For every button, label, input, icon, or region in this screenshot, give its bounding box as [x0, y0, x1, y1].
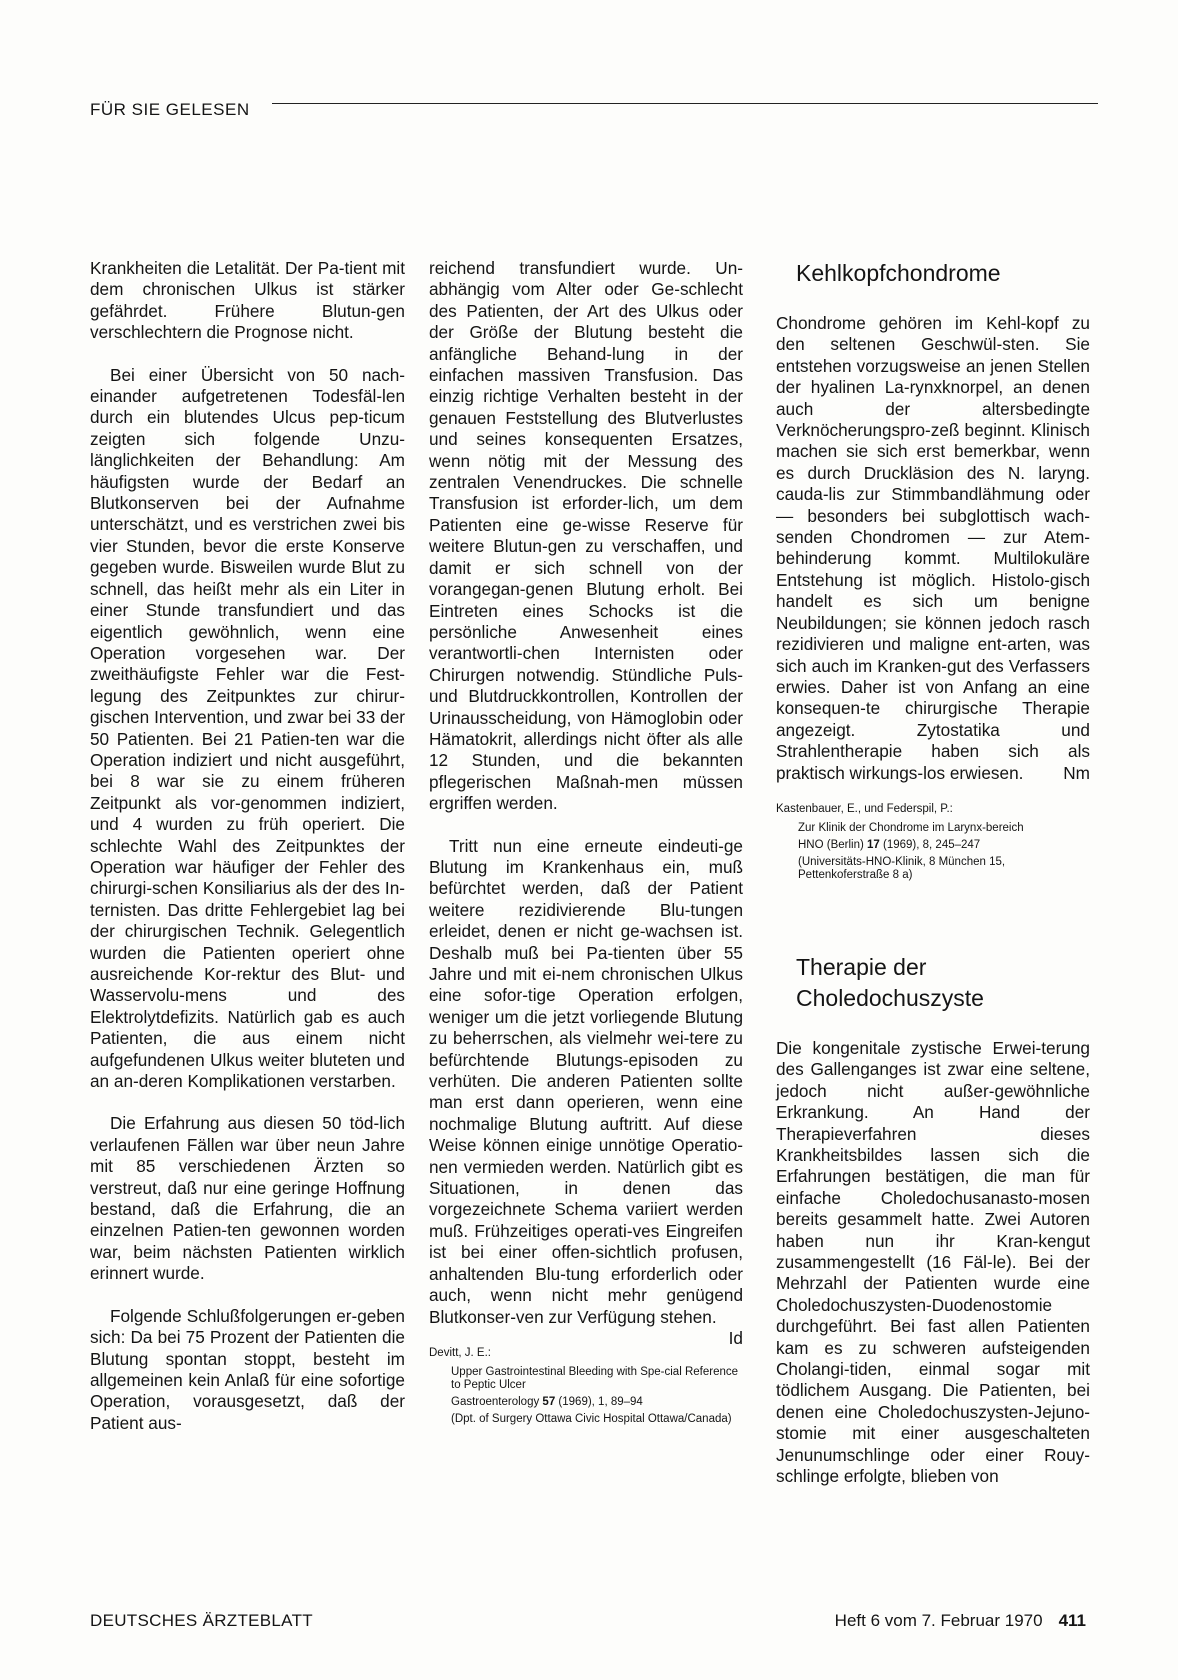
- paragraph: [776, 313, 1090, 784]
- paragraph: Folgende Schlußfolgerungen er-geben sich: Da bei 75 Prozent der Patienten die Blutung spontan stoppt, besteht im allgemeinen kein Anlaß für eine sofortige Operation, vorausgesetzt, daß der Patient aus-: [90, 1305, 405, 1433]
- paragraph-text: Tritt nun eine erneute eindeuti-ge Blutung im Krankenhaus ein, muß befürchtet werden, daß der Patient weitere rezidivierende Blu-tungen erleidet, denen er nicht ge-wachsen ist. Deshalb muß bei Pa-tienten über 55 Jahre und mit ei-nem chronischen Ulkus eine sofor-tige Operation erfolgen, weniger um die jetzt vorliegende Blutung zu beherrschen, als vielmehr wei-tere zu befürchtende Blutungs-episoden zu verhüten. Die anderen Patienten sollte man erst dann operieren, wenn eine nochmalige Blutung auftritt. Auf diese Weise können einige unnötige Operatio-nen vermieden werden. Natürlich gibt es Situationen, in denen das vorgezeichnete Schema variiert werden muß. Frühzeitiges operati-ves Eingreifen ist bei einer offen-sichtlich profusen, anhaltenden Blu-tung erforderlich oder auch, wenn nicht mehr genügend Blutkonser-ven zur Verfügung stehen.: [429, 835, 743, 1327]
- reference-address: (Universitäts-HNO-Klinik, 8 München 15, Pettenkoferstraße 8 a): [798, 855, 1006, 881]
- footer-journal: DEUTSCHES ÄRZTEBLATT: [90, 1611, 313, 1630]
- reference-journal-name: Gastroenterology: [451, 1395, 540, 1408]
- section-label: FÜR SIE GELESEN: [90, 100, 250, 119]
- column-2: [429, 258, 743, 1430]
- reference: [776, 803, 1090, 882]
- paragraph: reichend transfundiert wurde. Un-abhängig vom Alter oder Ge-schlecht des Patienten, der Art des Ulkus oder der Größe der Blutung besteht die anfängliche Behand-lung in der einfachen massiven Transfusion. Das einzig richtige Verhalten besteht in der genauen Feststellung des Blutverlustes und seines konsequenten Ersatzes, wenn nötig mit der Messung des zentralen Venendruckes. Die schnelle Transfusion ist erforder-lich, um dem Patienten eine ge-wisse Reserve für weitere Blutun-gen zu verschaffen, und damit er sich schnell von der vorangegan-genen Blutung erholt. Bei Eintreten eines Schocks ist die persönliche Anwesenheit eines verantwortli-chen Internisten oder Chirurgen notwendig. Stündliche Puls- und Blutdruckkontrollen, Kontrollen der Urinausscheidung, von Hämoglobin oder Hämatokrit, allerdings nicht öfter als alle 12 Stunden, und die bekannten pflegerischen Maßnah-men müssen ergriffen werden.: [429, 258, 743, 814]
- author-signature: Nm: [1063, 762, 1090, 783]
- reference-volume: 17: [867, 838, 880, 851]
- reference-journal: [776, 839, 1090, 852]
- reference-journal: [429, 1396, 743, 1409]
- author-signature: Id: [728, 1327, 743, 1348]
- header-rule: [272, 103, 1098, 104]
- reference-journal-name: HNO (Berlin): [798, 838, 864, 851]
- reference-author: Devitt, J. E.:: [429, 1346, 491, 1359]
- reference-pages: (1969), 8, 245–247: [883, 838, 981, 851]
- column-1: [90, 258, 405, 1455]
- paragraph: Krankheiten die Letalität. Der Pa-tient mit dem chronischen Ulkus ist stärker gefährdet. Frühere Blutun-gen verschlechtern die Prognose nicht.: [90, 258, 405, 343]
- reference-title: Zur Klinik der Chondrome im Larynx-bereich: [798, 821, 1024, 834]
- reference-pages: (1969), 1, 89–94: [558, 1395, 643, 1408]
- reference-volume: 57: [542, 1395, 556, 1408]
- column-3: [776, 258, 1090, 1508]
- reference: [429, 1347, 743, 1426]
- paragraph-text: Chondrome gehören im Kehl-kopf zu den seltenen Geschwül-sten. Sie entstehen vorzugsweise an jenen Stellen der hyalinen La-rynxknorpel, an denen auch der altersbedingte Verknöcherungspro-zeß beginnt. Klinisch machen sie sich erst bemerkbar, wenn es durch Druckläsion des N. laryng. cauda-lis zur Stimmbandlähmung oder — besonders bei subglottisch wach-senden Chondromen — zur Atem-behinderung kommt. Multilokuläre Entstehung ist möglich. Histolo-gisch handelt es sich um benigne Neubildungen; sie können jedoch rasch rezidivieren und maligne ent-arten, was sich auch im Kranken-gut des Verfassers erwies. Daher ist von Anfang an eine konsequen-te chirurgische Therapie angezeigt. Zytostatika und Strahlentherapie haben sich als praktisch wirkungs-los erwiesen.: [776, 313, 1090, 783]
- footer-issue-text: Heft 6 vom 7. Februar 1970: [834, 1611, 1043, 1630]
- paragraph: [429, 835, 743, 1348]
- page-number: 411: [1058, 1611, 1086, 1630]
- paragraph: Die Erfahrung aus diesen 50 töd-lich verlaufenen Fällen war über neun Jahre mit 85 verschiedenen Ärzten so verstreut, daß nur eine geringe Hoffnung bestand, daß die Erfahrung, die an einzelnen Patien-ten gewonnen worden war, beim nächsten Patienten wirklich erinnert wurde.: [90, 1113, 405, 1284]
- reference-title: Upper Gastrointestinal Bleeding with Spe-cial Reference to Peptic Ulcer: [451, 1365, 739, 1391]
- article-gap: [776, 886, 1090, 952]
- article-title: [776, 952, 1090, 1014]
- article-title-line-2: Choledochuszyste: [796, 984, 984, 1011]
- article-title: Kehlkopfchondrome: [796, 260, 1001, 286]
- footer-issue: [835, 1611, 1086, 1631]
- reference-author: Kastenbauer, E., und Federspil, P.:: [776, 802, 953, 815]
- reference-address: (Dpt. of Surgery Ottawa Civic Hospital Ottawa/Canada): [451, 1412, 732, 1425]
- paragraph: Die kongenitale zystische Erwei-terung des Gallenganges ist zwar eine seltene, jedoch nicht außer-gewöhnliche Erkrankung. An Hand der Therapieverfahren dieses Krankheitsbildes lassen sich die Erfahrungen bestätigen, die man für einfache Choledochusanasto-mosen bereits gesammelt hatte. Zwei Autoren haben nun ihr Kran-kengut zusammengestellt (16 Fäl-le). Bei der Mehrzahl der Patienten wurde eine Choledochuszysten-Duodenostomie durchgeführt. Bei fast allen Patienten kam es zu schweren aufsteigenden Cholangi-tiden, einmal sogar mit tödlichem Ausgang. Die Patienten, bei denen eine Choledochuszysten-Jejuno-stomie mit einer ausgeschalteten Jenunumschlinge oder einer Rouy-schlinge erfolgte, blieben von: [776, 1037, 1090, 1487]
- article-title-line-1: Therapie der: [796, 953, 927, 980]
- paragraph: Bei einer Übersicht von 50 nach-einander aufgetretenen Todesfäl-len durch ein blutendes Ulcus pep-ticum zeigten sich folgende Unzu-länglichkeiten der Behandlung: Am häufigsten wurde der Bedarf an Blutkonserven bei der Aufnahme unterschätzt, und es verstrichen zwei bis vier Stunden, bevor die erste Konserve gegeben wurde. Bisweilen wurde Blut zu schnell, das heißt mehr als ein Liter in einer Stunde transfundiert und das eigentlich gewöhnlich, wenn eine Operation vorgesehen war. Der zweithäufigste Fehler war die Fest-legung des Zeitpunktes zur chirur-gischen Intervention, und zwar bei 33 der 50 Patienten. Bei 21 Patien-ten war die Operation indiziert und nicht ausgeführt, bei 8 war sie zu einem früheren Zeitpunkt als vor-genommen indiziert, und 4 wurden zu früh operiert. Die schlechte Wahl des Zeitpunktes der Operation war häufiger der Fehler des chirurgi-schen Konsiliarius als der des In-ternisten. Das dritte Fehlergebiet lag bei der chirurgischen Technik. Gelegentlich wurden die Patienten operiert ohne ausreichende Kor-rektur des Blut- und Wasservolu-mens und des Elektrolytdefizits. Natürlich gab es auch Patienten, die aus einem nicht aufgefundenen Ulkus weiter bluteten und an an-deren Komplikationen verstarben.: [90, 364, 405, 1092]
